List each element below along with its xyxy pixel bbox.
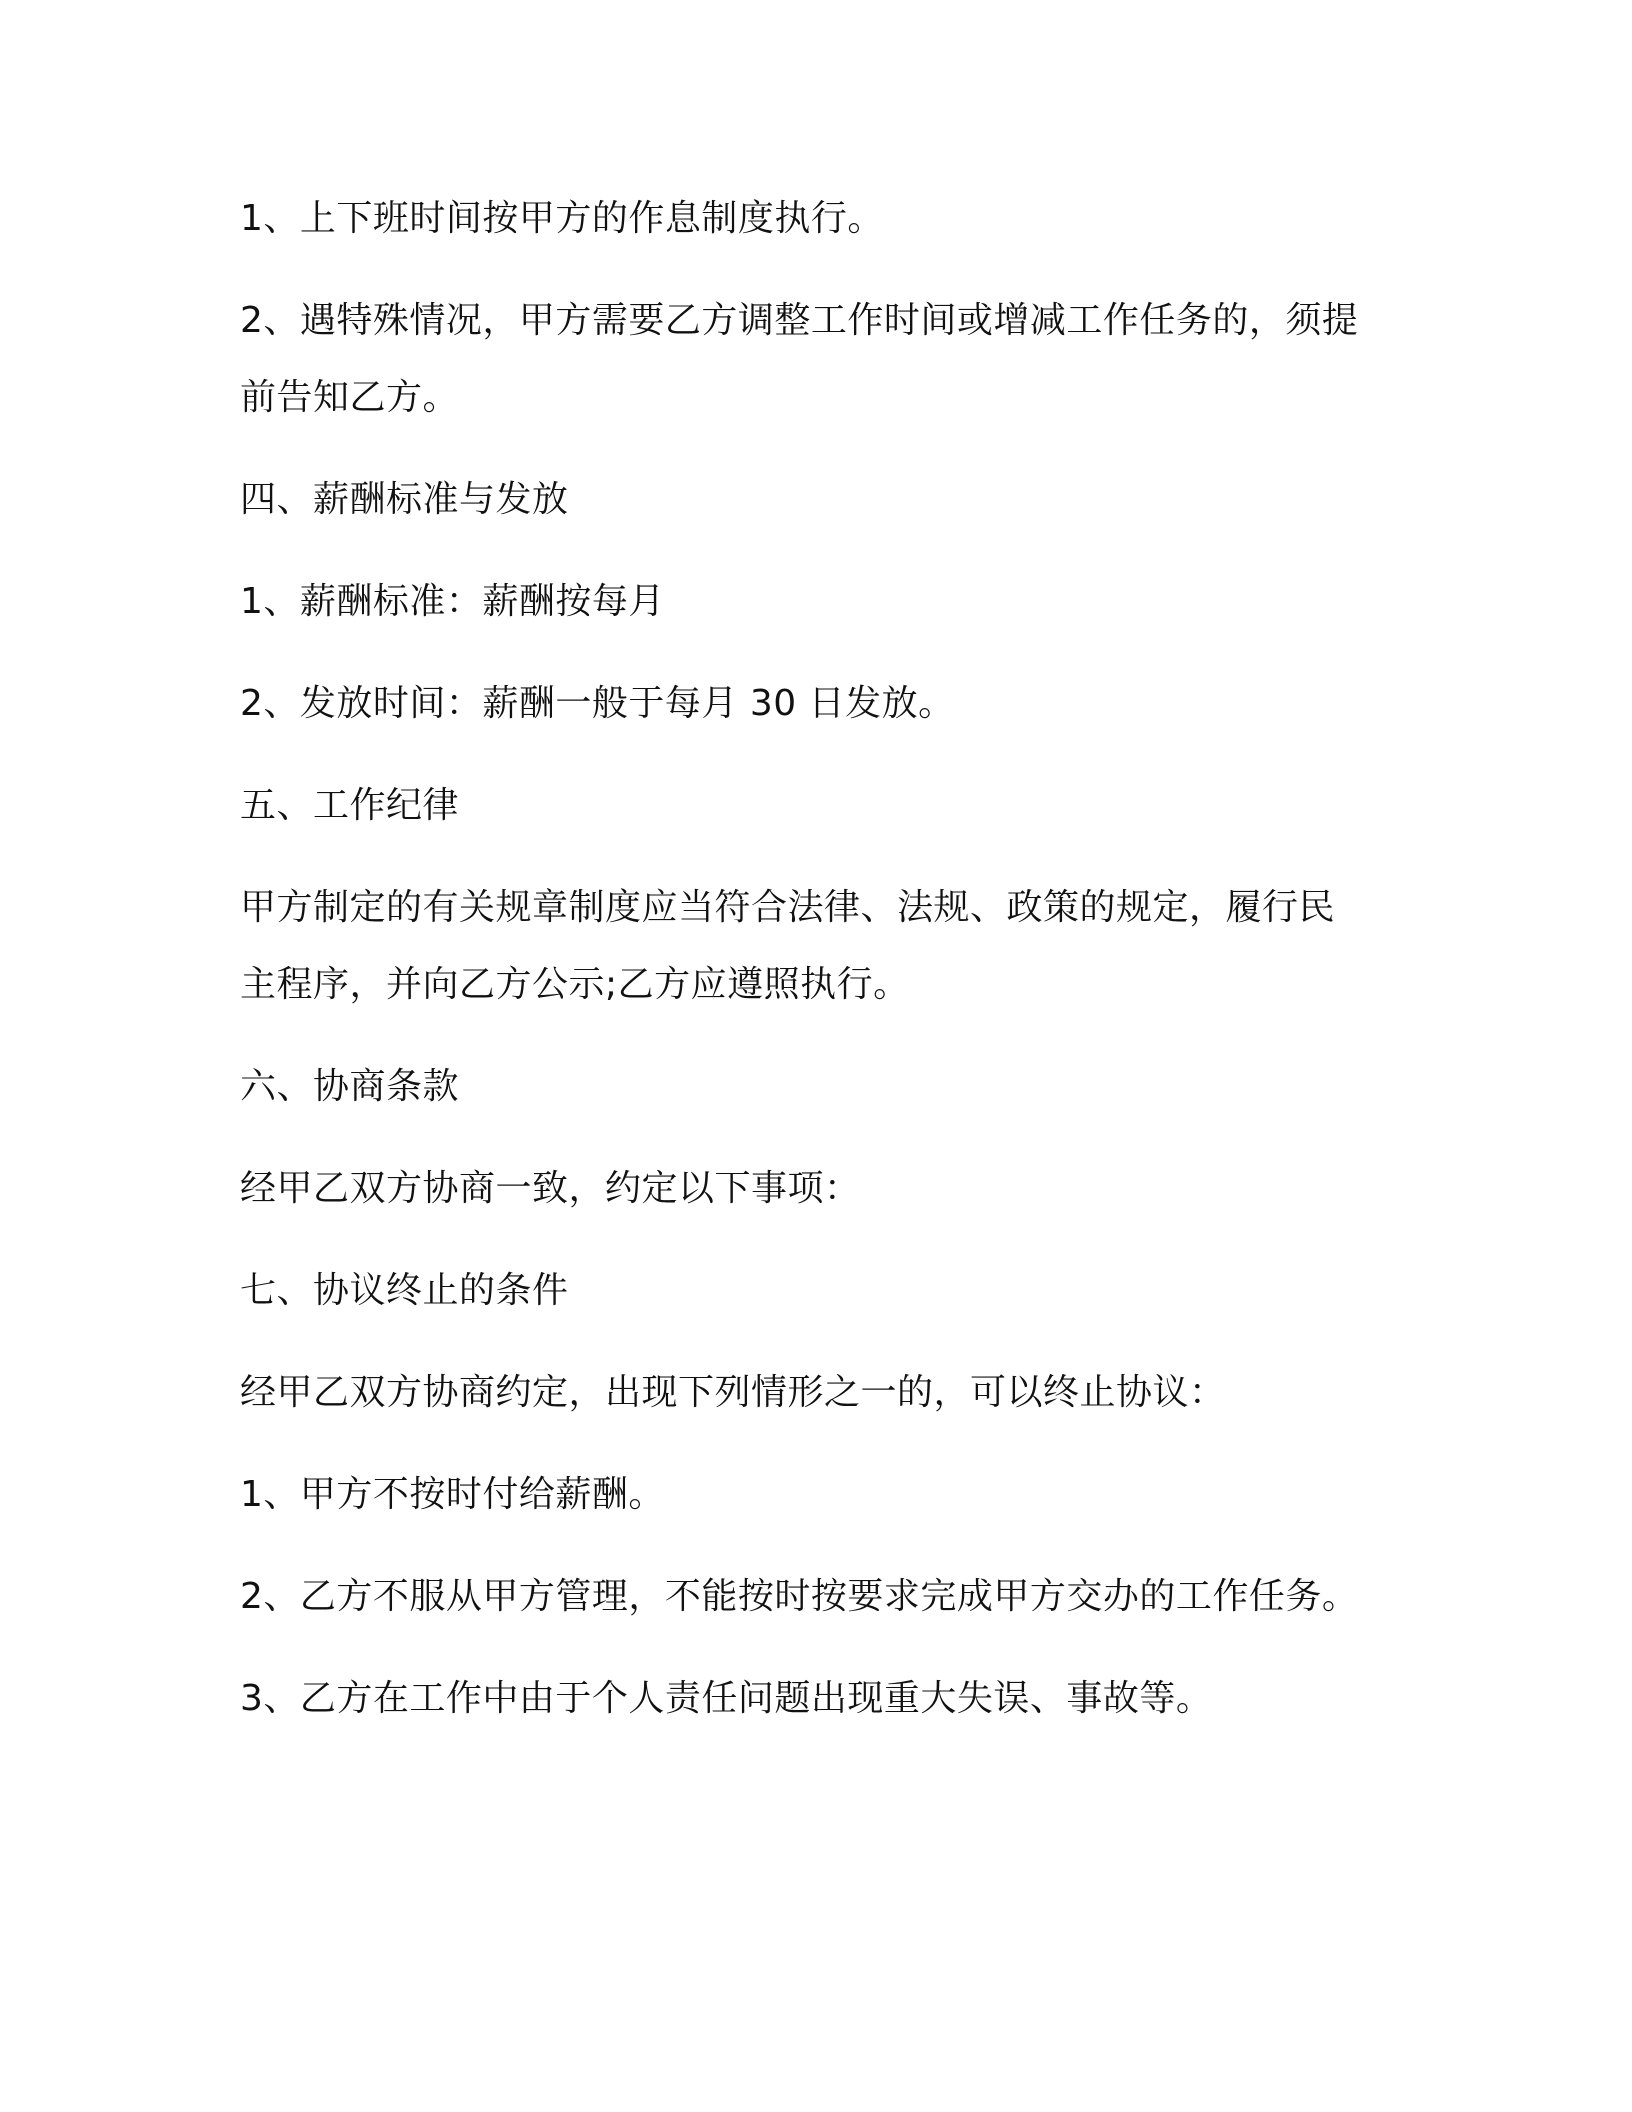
clause-4-item-1: 1、薪酬标准：薪酬按每月: [240, 581, 665, 622]
clause-6-paragraph: 经甲乙双方协商一致，约定以下事项：: [240, 1168, 861, 1209]
clause-5-paragraph: 甲方制定的有关规章制度应当符合法律、法规、政策的规定，履行民: [240, 887, 1336, 928]
section-heading-7: 七、协议终止的条件: [240, 1270, 569, 1311]
section-heading-5: 五、工作纪律: [240, 785, 460, 826]
clause-4-item-2: 2、发放时间：薪酬一般于每月 30 日发放。: [240, 683, 955, 724]
clause-3-item-1: 1、上下班时间按甲方的作息制度执行。: [240, 198, 884, 239]
section-heading-6: 六、协商条款: [240, 1066, 460, 1107]
clause-7-item-3: 3、乙方在工作中由于个人责任问题出现重大失误、事故等。: [240, 1678, 1213, 1719]
clause-5-paragraph-cont: 主程序，并向乙方公示;乙方应遵照执行。: [240, 964, 910, 1005]
clause-7-paragraph: 经甲乙双方协商约定，出现下列情形之一的，可以终止协议：: [240, 1372, 1226, 1413]
clause-3-item-2: 2、遇特殊情况，甲方需要乙方调整工作时间或增减工作任务的，须提: [240, 300, 1359, 341]
clause-3-item-2-cont: 前告知乙方。: [240, 377, 460, 418]
clause-7-item-1: 1、甲方不按时付给薪酬。: [240, 1474, 665, 1515]
clause-7-item-2: 2、乙方不服从甲方管理，不能按时按要求完成甲方交办的工作任务。: [240, 1576, 1359, 1617]
section-heading-4: 四、薪酬标准与发放: [240, 479, 569, 520]
